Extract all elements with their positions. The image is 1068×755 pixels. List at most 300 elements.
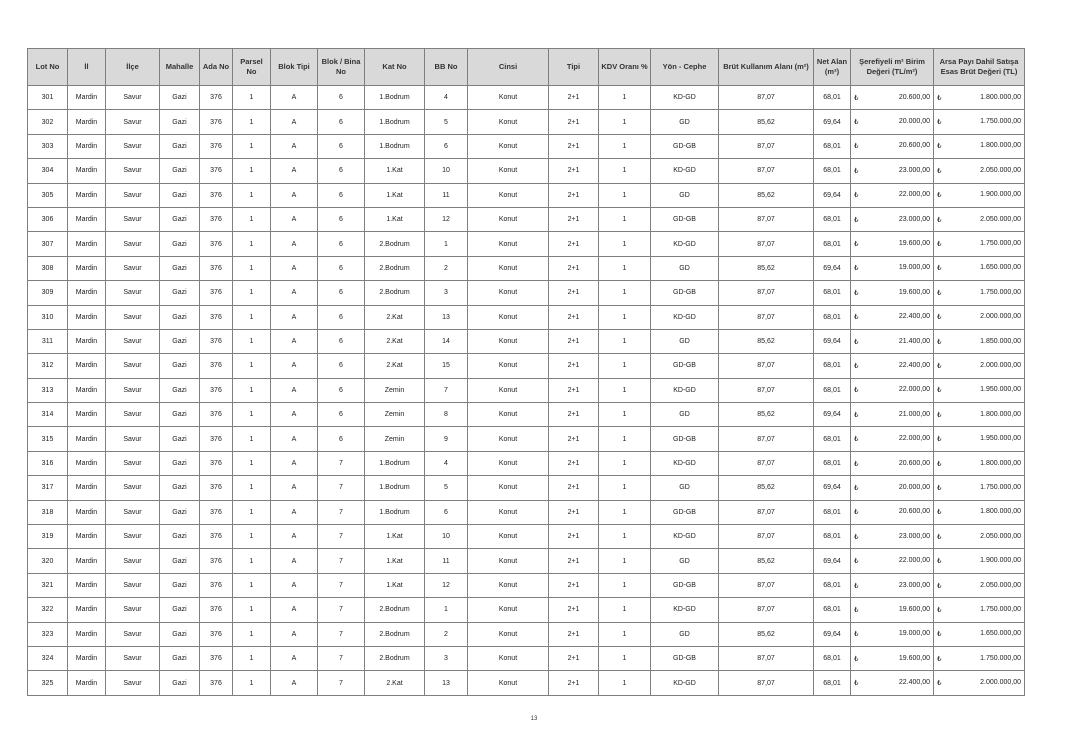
table-cell: Savur — [106, 671, 160, 695]
table-cell: Mardin — [68, 256, 106, 280]
table-cell: 2+1 — [549, 622, 599, 646]
table-cell: 1 — [599, 256, 651, 280]
table-cell: 1 — [599, 232, 651, 256]
table-cell: Mardin — [68, 207, 106, 231]
table-cell: 69,64 — [814, 476, 851, 500]
table-cell: Mardin — [68, 476, 106, 500]
table-row — [28, 622, 1025, 646]
table-cell: 69,64 — [814, 329, 851, 353]
table-cell: Gazi — [160, 427, 200, 451]
table-cell: 10 — [425, 525, 468, 549]
table-cell: GD-GB — [651, 646, 719, 670]
money-value: 2.050.000,00 — [980, 215, 1021, 223]
table-cell: Konut — [468, 451, 549, 475]
table-cell: 87,07 — [719, 232, 814, 256]
table-cell: 87,07 — [719, 646, 814, 670]
table-cell: Mardin — [68, 598, 106, 622]
table-cell: 1 — [233, 573, 271, 597]
table-cell: Gazi — [160, 403, 200, 427]
table-cell: 2.Bodrum — [365, 232, 425, 256]
table-cell: 1.Kat — [365, 525, 425, 549]
table-cell: 68,01 — [814, 86, 851, 110]
table-cell: Zemin — [365, 378, 425, 402]
currency-symbol: ₺ — [854, 192, 859, 200]
table-cell: 1 — [233, 134, 271, 158]
table-cell: 69,64 — [814, 110, 851, 134]
table-cell: 2+1 — [549, 183, 599, 207]
table-cell: 12 — [425, 573, 468, 597]
table-row — [28, 110, 1025, 134]
table-cell — [851, 500, 934, 524]
table-cell: 87,07 — [719, 378, 814, 402]
table-cell — [934, 281, 1025, 305]
table-cell: Gazi — [160, 354, 200, 378]
table-cell: 303 — [28, 134, 68, 158]
table-cell: Savur — [106, 256, 160, 280]
table-cell — [934, 134, 1025, 158]
table-cell: 5 — [425, 110, 468, 134]
table-cell: 2+1 — [549, 86, 599, 110]
table-cell: 7 — [318, 598, 365, 622]
table-cell: 376 — [200, 671, 233, 695]
table-cell: Mardin — [68, 159, 106, 183]
table-cell: Konut — [468, 549, 549, 573]
table-cell — [851, 354, 934, 378]
currency-symbol: ₺ — [937, 533, 942, 541]
table-cell: 2 — [425, 256, 468, 280]
table-cell — [851, 378, 934, 402]
table-cell: 5 — [425, 476, 468, 500]
currency-symbol: ₺ — [937, 631, 942, 639]
table-cell: GD-GB — [651, 281, 719, 305]
table-cell: 6 — [425, 134, 468, 158]
table-cell: 68,01 — [814, 281, 851, 305]
table-cell: Savur — [106, 183, 160, 207]
table-cell: A — [271, 305, 318, 329]
currency-symbol: ₺ — [937, 606, 942, 614]
table-cell: Gazi — [160, 598, 200, 622]
table-cell: Mardin — [68, 183, 106, 207]
table-cell: A — [271, 451, 318, 475]
table-cell: 1.Bodrum — [365, 476, 425, 500]
table-cell: 313 — [28, 378, 68, 402]
table-cell: Konut — [468, 134, 549, 158]
table-cell: GD — [651, 183, 719, 207]
column-header: Kat No — [365, 49, 425, 86]
table-cell: Konut — [468, 110, 549, 134]
table-cell: 6 — [318, 86, 365, 110]
table-cell — [934, 232, 1025, 256]
money-value: 20.600,00 — [898, 93, 930, 101]
table-cell: 1 — [599, 305, 651, 329]
table-row — [28, 378, 1025, 402]
currency-symbol: ₺ — [854, 314, 859, 322]
table-cell: Gazi — [160, 573, 200, 597]
table-cell: 68,01 — [814, 500, 851, 524]
currency-symbol: ₺ — [937, 241, 942, 249]
money-value: 1.650.000,00 — [980, 630, 1021, 638]
table-cell: 68,01 — [814, 378, 851, 402]
money-value: 21.000,00 — [898, 410, 930, 418]
table-cell — [934, 305, 1025, 329]
table-cell: 2 — [425, 622, 468, 646]
table-cell: 1 — [599, 549, 651, 573]
money-value: 22.400,00 — [898, 313, 930, 321]
table-cell — [851, 671, 934, 695]
table-cell: 68,01 — [814, 598, 851, 622]
table-cell: 317 — [28, 476, 68, 500]
table-cell — [851, 646, 934, 670]
table-cell — [851, 305, 934, 329]
table-cell: 14 — [425, 329, 468, 353]
table-cell: 87,07 — [719, 573, 814, 597]
table-cell: Gazi — [160, 451, 200, 475]
table-cell: 1 — [599, 354, 651, 378]
table-row — [28, 281, 1025, 305]
table-cell: Konut — [468, 281, 549, 305]
table-cell: 68,01 — [814, 671, 851, 695]
table-cell — [851, 598, 934, 622]
table-cell — [851, 329, 934, 353]
table-cell: Gazi — [160, 159, 200, 183]
currency-symbol: ₺ — [937, 460, 942, 468]
table-cell: 10 — [425, 159, 468, 183]
table-cell — [934, 329, 1025, 353]
table-cell: Savur — [106, 86, 160, 110]
table-cell — [851, 256, 934, 280]
currency-symbol: ₺ — [854, 606, 859, 614]
table-cell — [934, 622, 1025, 646]
money-value: 2.050.000,00 — [980, 166, 1021, 174]
table-cell: 315 — [28, 427, 68, 451]
table-cell: 7 — [318, 646, 365, 670]
table-cell: 2+1 — [549, 354, 599, 378]
table-cell: 1 — [599, 329, 651, 353]
table-cell: 2+1 — [549, 646, 599, 670]
table-cell: Mardin — [68, 500, 106, 524]
table-cell: 1 — [233, 549, 271, 573]
table-cell — [934, 159, 1025, 183]
table-cell: 1 — [233, 110, 271, 134]
table-cell: 68,01 — [814, 305, 851, 329]
money-value: 23.000,00 — [898, 532, 930, 540]
table-cell: 6 — [318, 403, 365, 427]
currency-symbol: ₺ — [937, 167, 942, 175]
table-cell: Gazi — [160, 110, 200, 134]
table-cell: 319 — [28, 525, 68, 549]
table-cell: Zemin — [365, 403, 425, 427]
table-cell: 87,07 — [719, 354, 814, 378]
table-cell: Konut — [468, 476, 549, 500]
table-cell: Mardin — [68, 525, 106, 549]
table-cell: 376 — [200, 207, 233, 231]
column-header: Arsa Payı Dahil Satışa Esas Brüt Değeri (TL) — [934, 49, 1025, 86]
table-cell: Konut — [468, 305, 549, 329]
column-header: Brüt Kullanım Alanı (m²) — [719, 49, 814, 86]
table-cell: 1 — [233, 622, 271, 646]
column-header: KDV Oranı % — [599, 49, 651, 86]
column-header: Ada No — [200, 49, 233, 86]
table-cell: Konut — [468, 573, 549, 597]
money-value: 20.600,00 — [898, 142, 930, 150]
table-cell: Gazi — [160, 646, 200, 670]
money-value: 1.800.000,00 — [980, 142, 1021, 150]
currency-symbol: ₺ — [854, 241, 859, 249]
table-cell: Konut — [468, 183, 549, 207]
table-cell: 1.Kat — [365, 549, 425, 573]
table-cell: 6 — [318, 159, 365, 183]
table-cell: 7 — [318, 476, 365, 500]
table-cell — [851, 134, 934, 158]
table-cell: 7 — [318, 500, 365, 524]
table-cell: 376 — [200, 281, 233, 305]
currency-symbol: ₺ — [937, 582, 942, 590]
table-cell: 2.Kat — [365, 305, 425, 329]
table-cell: 7 — [318, 622, 365, 646]
table-cell: Savur — [106, 500, 160, 524]
table-cell: A — [271, 671, 318, 695]
table-cell: A — [271, 403, 318, 427]
currency-symbol: ₺ — [937, 143, 942, 151]
table-cell: Mardin — [68, 232, 106, 256]
table-cell: KD-GD — [651, 305, 719, 329]
table-cell: 15 — [425, 354, 468, 378]
table-cell — [934, 183, 1025, 207]
table-cell: Savur — [106, 476, 160, 500]
table-cell: 69,64 — [814, 403, 851, 427]
table-cell: Mardin — [68, 281, 106, 305]
column-header: Tipi — [549, 49, 599, 86]
table-cell: A — [271, 525, 318, 549]
money-value: 23.000,00 — [898, 166, 930, 174]
table-cell: Savur — [106, 354, 160, 378]
table-cell: 6 — [318, 427, 365, 451]
table-cell: 307 — [28, 232, 68, 256]
table-cell: 1 — [233, 646, 271, 670]
table-cell: 376 — [200, 86, 233, 110]
table-cell: Konut — [468, 159, 549, 183]
table-cell: 1 — [599, 525, 651, 549]
money-value: 2.050.000,00 — [980, 532, 1021, 540]
table-cell: Savur — [106, 622, 160, 646]
table-cell: 68,01 — [814, 525, 851, 549]
table-row — [28, 305, 1025, 329]
table-cell: 87,07 — [719, 207, 814, 231]
table-cell: 2.Bodrum — [365, 256, 425, 280]
table-cell: A — [271, 256, 318, 280]
table-cell: GD-GB — [651, 207, 719, 231]
table-cell — [934, 403, 1025, 427]
table-cell: 2+1 — [549, 232, 599, 256]
table-cell: Savur — [106, 232, 160, 256]
column-header: Blok / Bina No — [318, 49, 365, 86]
table-cell: 1 — [233, 525, 271, 549]
table-cell: Mardin — [68, 549, 106, 573]
table-cell: KD-GD — [651, 451, 719, 475]
table-cell: 2.Kat — [365, 354, 425, 378]
table-row — [28, 159, 1025, 183]
table-cell: 69,64 — [814, 622, 851, 646]
table-cell: 85,62 — [719, 256, 814, 280]
column-header: Parsel No — [233, 49, 271, 86]
table-cell: 6 — [318, 110, 365, 134]
table-cell: 2+1 — [549, 403, 599, 427]
table-cell: Konut — [468, 525, 549, 549]
table-cell: 2+1 — [549, 378, 599, 402]
currency-symbol: ₺ — [854, 167, 859, 175]
table-cell: Konut — [468, 598, 549, 622]
table-cell: 301 — [28, 86, 68, 110]
table-cell: 1 — [599, 403, 651, 427]
table-cell: Gazi — [160, 134, 200, 158]
table-cell — [934, 525, 1025, 549]
page-number: 13 — [530, 716, 538, 722]
money-value: 19.600,00 — [898, 605, 930, 613]
table-cell: 87,07 — [719, 427, 814, 451]
table-cell: 376 — [200, 354, 233, 378]
table-cell — [934, 427, 1025, 451]
table-cell: 376 — [200, 525, 233, 549]
currency-symbol: ₺ — [854, 387, 859, 395]
table-cell — [851, 207, 934, 231]
table-cell: 302 — [28, 110, 68, 134]
money-value: 1.750.000,00 — [980, 118, 1021, 126]
table-cell — [851, 549, 934, 573]
table-cell: 318 — [28, 500, 68, 524]
column-header: İlçe — [106, 49, 160, 86]
table-cell: 1 — [599, 451, 651, 475]
currency-symbol: ₺ — [937, 192, 942, 200]
table-cell: Gazi — [160, 378, 200, 402]
currency-symbol: ₺ — [854, 460, 859, 468]
table-cell: 2+1 — [549, 110, 599, 134]
table-cell: Savur — [106, 378, 160, 402]
column-header: Lot No — [28, 49, 68, 86]
table-cell: 1 — [233, 500, 271, 524]
table-cell: Mardin — [68, 646, 106, 670]
table-cell — [851, 525, 934, 549]
table-cell: 376 — [200, 427, 233, 451]
table-cell: A — [271, 159, 318, 183]
table-cell: 320 — [28, 549, 68, 573]
table-cell: 1 — [599, 281, 651, 305]
table-cell — [934, 378, 1025, 402]
table-row — [28, 646, 1025, 670]
currency-symbol: ₺ — [854, 338, 859, 346]
table-body — [28, 86, 1025, 696]
table-cell: 2+1 — [549, 476, 599, 500]
currency-symbol: ₺ — [937, 94, 942, 102]
table-cell: 2+1 — [549, 427, 599, 451]
money-value: 2.000.000,00 — [980, 313, 1021, 321]
column-header: Cinsi — [468, 49, 549, 86]
table-cell — [934, 671, 1025, 695]
table-cell: 2+1 — [549, 573, 599, 597]
currency-symbol: ₺ — [854, 533, 859, 541]
table-cell: 376 — [200, 476, 233, 500]
money-value: 23.000,00 — [898, 581, 930, 589]
table-cell: GD-GB — [651, 427, 719, 451]
table-cell: 1 — [233, 427, 271, 451]
table-cell: 11 — [425, 549, 468, 573]
table-cell: 311 — [28, 329, 68, 353]
table-cell: 6 — [318, 378, 365, 402]
table-cell: A — [271, 354, 318, 378]
money-value: 1.650.000,00 — [980, 264, 1021, 272]
currency-symbol: ₺ — [937, 314, 942, 322]
table-row — [28, 403, 1025, 427]
table-cell: 1 — [233, 354, 271, 378]
table-cell: 324 — [28, 646, 68, 670]
table-cell: 3 — [425, 646, 468, 670]
currency-symbol: ₺ — [854, 631, 859, 639]
money-value: 22.000,00 — [898, 386, 930, 394]
table-cell: 7 — [318, 573, 365, 597]
table-cell: 6 — [318, 183, 365, 207]
table-cell: Konut — [468, 256, 549, 280]
table-cell: 85,62 — [719, 549, 814, 573]
table-cell: 304 — [28, 159, 68, 183]
table-cell — [851, 232, 934, 256]
table-row — [28, 183, 1025, 207]
table-cell: 69,64 — [814, 183, 851, 207]
table-cell: 1 — [233, 403, 271, 427]
table-cell: Savur — [106, 329, 160, 353]
column-header: Mahalle — [160, 49, 200, 86]
money-value: 1.800.000,00 — [980, 459, 1021, 467]
table-cell — [851, 622, 934, 646]
table-cell: 1 — [233, 159, 271, 183]
table-row — [28, 451, 1025, 475]
table-cell: 1 — [599, 622, 651, 646]
table-cell: 376 — [200, 110, 233, 134]
header-row — [28, 49, 1025, 86]
table-cell: Mardin — [68, 671, 106, 695]
table-cell: 376 — [200, 305, 233, 329]
table-cell: 1 — [599, 134, 651, 158]
table-cell: 2.Kat — [365, 671, 425, 695]
table-cell: 7 — [318, 671, 365, 695]
table-cell — [934, 207, 1025, 231]
money-value: 20.000,00 — [898, 118, 930, 126]
table-cell: Gazi — [160, 256, 200, 280]
table-cell: A — [271, 86, 318, 110]
table-row — [28, 329, 1025, 353]
money-value: 19.600,00 — [898, 288, 930, 296]
currency-symbol: ₺ — [937, 338, 942, 346]
table-cell: 309 — [28, 281, 68, 305]
table-cell: 87,07 — [719, 671, 814, 695]
table-cell: 2+1 — [549, 207, 599, 231]
table-cell: A — [271, 378, 318, 402]
table-cell: GD-GB — [651, 500, 719, 524]
table-cell: 6 — [318, 134, 365, 158]
table-cell: 2+1 — [549, 159, 599, 183]
column-header: Yön - Cephe — [651, 49, 719, 86]
table-cell: 7 — [318, 451, 365, 475]
currency-symbol: ₺ — [937, 216, 942, 224]
table-cell: 1.Bodrum — [365, 451, 425, 475]
table-cell: 1 — [233, 329, 271, 353]
table-cell: 87,07 — [719, 134, 814, 158]
table-cell: Konut — [468, 378, 549, 402]
table-cell — [934, 476, 1025, 500]
table-cell: Mardin — [68, 86, 106, 110]
table-cell: KD-GD — [651, 525, 719, 549]
table-cell: 325 — [28, 671, 68, 695]
table-row — [28, 86, 1025, 110]
table-cell: 68,01 — [814, 134, 851, 158]
